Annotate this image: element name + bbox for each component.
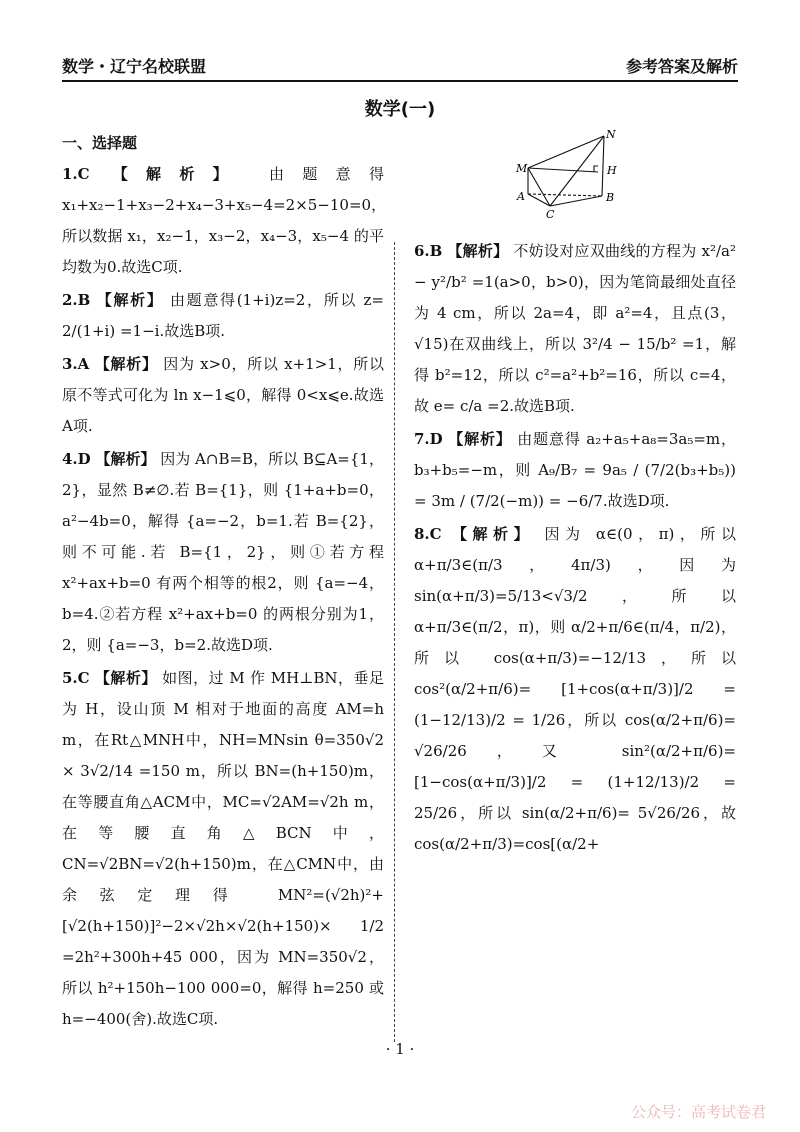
question-number: 1.C [62,165,90,183]
analysis-tag: 【解析】 [96,291,164,309]
label-m: M [516,162,528,175]
question-text: 由题意得 x₁+x₂−1+x₃−2+x₄−3+x₅−4=2×5−10=0，所以数据 x₁，x₂−1，x₃−2，x₄−3，x₅−4 的平均数为0.故选C项. [62,165,387,276]
question-number: 5.C [62,669,90,687]
page-header [62,54,738,82]
column-divider [394,242,395,1042]
question-text: 因为 A∩B=B，所以 B⊆A={1，2}，显然 B≠∅.若 B={1}，则 {1+a+b=0，a²−4b=0，解得 {a=−2，b=1.若 B={2}，则不可能.若 B={1，2}，则①若方程 x²+ax+b=0 有两个相等的根2，则 {a=−4，b=4.②若方程 x²+ax+b=0 的两根分别为1，2，则 {a=−3，b=2.故选D项. [62,450,384,654]
watermark: 公众号：高考试卷君 [630,1103,766,1121]
question-text: 因为 α∈(0，π)，所以 α+π/3∈(π/3，4π/3)，因为 sin(α+π/3)=5/13<√3/2，所以 α+π/3∈(π/2，π)，则 α/2+π/6∈(π/4，π/2)，所以 cos(α+π/3)=−12/13，所以 cos²(α/2+π/6)= [1+cos(α+π/3)]/2 = (1−12/13)/2 = 1/26，所以 cos(α/2+π/6)= √26/26，又 sin²(α/2+π/6)= [1−cos(α+π/3)]/2 = (1+12/13)/2 = 25/26，所以 sin(α/2+π/6)= 5√26/26，故 cos(α/2+π/3)=cos[(α/2+ [414,525,736,853]
right-column [414,128,736,862]
header-right: 参考答案及解析 [625,57,738,76]
analysis-tag: 【解析】 [447,242,509,260]
edge-cb [550,196,602,206]
edge-nb [602,136,604,196]
question-number: 2.B [62,291,91,309]
question-number: 7.D [414,430,443,448]
analysis-tag: 【解析】 [112,165,246,183]
question-number: 6.B [414,242,443,260]
analysis-tag: 【解析】 [448,430,512,448]
question-7 [414,424,736,517]
question-number: 8.C [414,525,442,543]
analysis-tag: 【解析】 [451,525,535,543]
page-title: 数学(一) [364,99,436,120]
question-text: 因为 x>0，所以 x+1>1，所以原不等式可化为 ln x−1⩽0，解得 0<x⩽e.故选A项. [62,355,384,435]
mountain-diagram [514,128,624,218]
analysis-tag: 【解析】 [94,669,157,687]
right-angle-mark [594,166,598,172]
analysis-tag: 【解析】 [95,450,156,468]
label-b: B [606,191,615,204]
question-8 [414,519,736,860]
page-number: · 1 · [385,1040,415,1058]
question-text: 如图，过 M 作 MH⊥BN，垂足为 H，设山顶 M 相对于地面的高度 AM=h m，在Rt△MNH中，NH=MNsin θ=350√2 × 3√2/14 =150 m，所以 BN=(h+150)m，在等腰直角△ACM中，MC=√2AM=√2h m，在等腰直角△BCN中，CN=√2BN=√2(h+150)m，在△CMN中，由余弦定理得 MN²=(√2h)²+[√2(h+150)]²−2×√2h×√2(h+150)× 1/2 =2h²+300h+45 000，因为 MN=350√2，所以 h²+150h−100 000=0，解得 h=250 或 h=−400(舍).故选C项. [62,669,384,1028]
question-text: 由题意得 a₂+a₅+a₈=3a₅=m，b₃+b₅=−m，则 A₉/B₇ = 9a₅ / (7/2(b₃+b₅)) = 3m / (7/2(−m)) = −6/7.故选D项. [414,430,736,510]
question-6 [414,236,736,422]
question-5 [62,663,384,1035]
question-4 [62,444,384,661]
question-number: 4.D [62,450,91,468]
section-heading: 一、选择题 [62,134,138,152]
edge-mn [528,136,604,168]
question-2 [62,285,384,347]
question-number: 3.A [62,355,90,373]
question-3 [62,349,384,442]
question-1 [62,159,387,283]
label-n: N [606,128,616,141]
edge-mh [528,168,598,172]
header-left: 数学・辽宁名校联盟 [62,57,207,76]
analysis-tag: 【解析】 [94,355,158,373]
edge-ab [528,194,602,196]
left-column [62,128,387,1037]
label-h: H [607,164,617,177]
label-c: C [546,208,555,218]
geometry-figure [414,128,736,236]
question-text: 由题意得(1+i)z=2，所以 z= 2/(1+i) =1−i.故选B项. [62,291,384,340]
question-text: 不妨设对应双曲线的方程为 x²/a² − y²/b² =1(a>0，b>0)，因为笔筒最细处直径为 4 cm，所以 2a=4，即 a²=4，且点(3，√15)在双曲线上，所以 3²/4 − 15/b² =1，解得 b²=12，所以 c²=a²+b²=16，所以 c=4，故 e= c/a =2.故选B项. [414,242,736,415]
label-a: A [517,190,525,203]
